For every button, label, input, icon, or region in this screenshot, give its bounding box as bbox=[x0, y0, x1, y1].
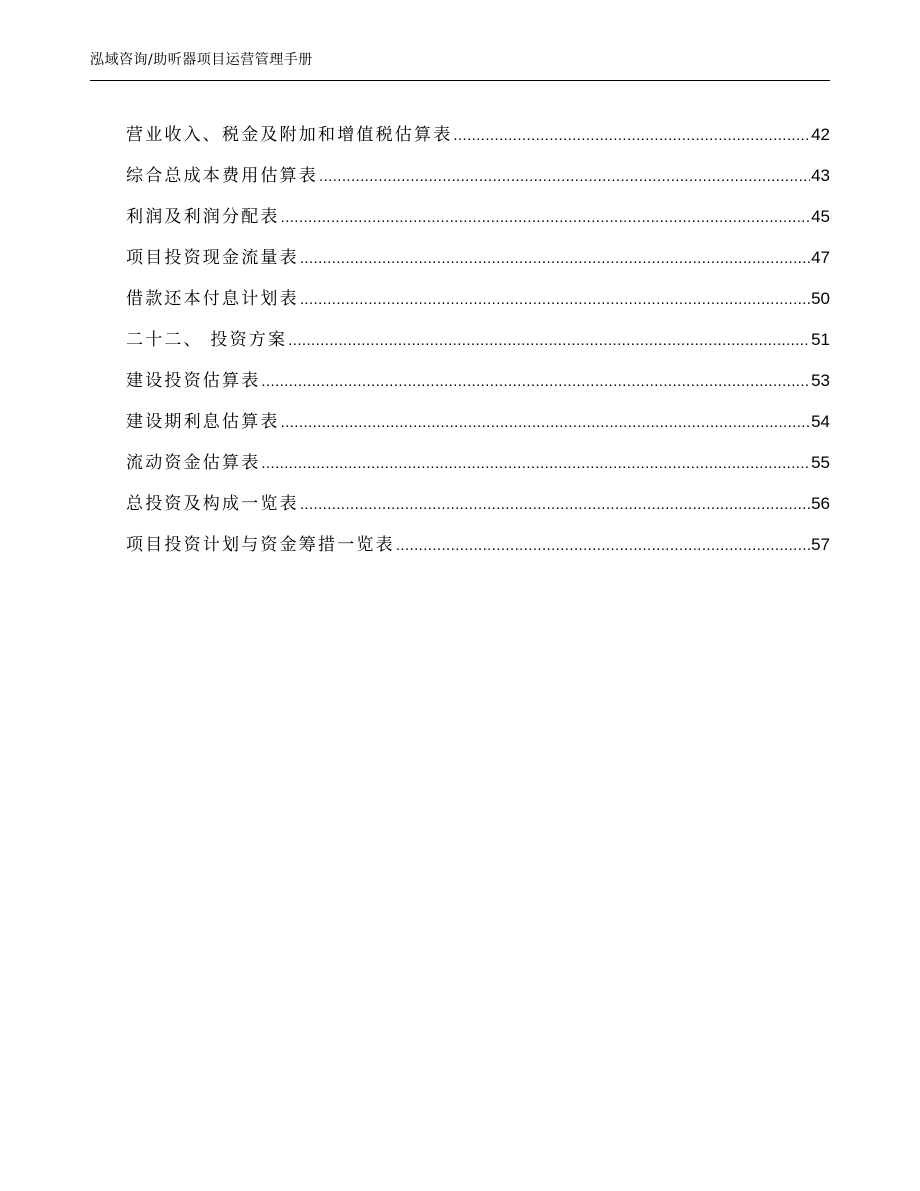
toc-page-number: 47 bbox=[811, 248, 830, 267]
toc-entry[interactable] bbox=[126, 450, 830, 491]
toc-dot-leader bbox=[300, 492, 810, 518]
toc-dot-leader bbox=[300, 246, 810, 272]
toc-entry-title: 借款还本付息计划表 bbox=[126, 289, 299, 309]
toc-entry[interactable] bbox=[126, 409, 830, 450]
toc-entry-title: 建设投资估算表 bbox=[126, 371, 261, 391]
toc-entry[interactable] bbox=[126, 368, 830, 409]
toc-entry-title: 建设期利息估算表 bbox=[126, 412, 280, 432]
table-of-contents bbox=[126, 122, 830, 573]
header-divider bbox=[90, 80, 830, 81]
toc-entry-title: 项目投资计划与资金筹措一览表 bbox=[126, 535, 395, 555]
toc-dot-leader bbox=[261, 369, 810, 395]
toc-dot-leader bbox=[288, 328, 810, 354]
toc-entry-title: 综合总成本费用估算表 bbox=[126, 166, 318, 186]
toc-entry[interactable] bbox=[126, 163, 830, 204]
toc-page-number: 45 bbox=[811, 207, 830, 226]
toc-entry-title: 总投资及构成一览表 bbox=[126, 494, 299, 514]
toc-entry[interactable] bbox=[126, 245, 830, 286]
toc-entry-title: 项目投资现金流量表 bbox=[126, 248, 299, 268]
toc-dot-leader bbox=[281, 410, 810, 436]
toc-dot-leader bbox=[396, 533, 810, 559]
toc-dot-leader bbox=[261, 451, 810, 477]
toc-dot-leader bbox=[319, 164, 810, 190]
toc-entry[interactable] bbox=[126, 327, 830, 368]
page-header bbox=[90, 50, 830, 70]
toc-dot-leader bbox=[300, 287, 810, 313]
toc-entry-title: 营业收入、税金及附加和增值税估算表 bbox=[126, 125, 453, 145]
toc-entry-title: 二十二、 投资方案 bbox=[126, 330, 288, 350]
toc-entry[interactable] bbox=[126, 286, 830, 327]
toc-page-number: 56 bbox=[811, 494, 830, 513]
toc-page-number: 43 bbox=[811, 166, 830, 185]
toc-entry[interactable] bbox=[126, 532, 830, 573]
toc-page-number: 57 bbox=[811, 535, 830, 554]
toc-entry[interactable] bbox=[126, 122, 830, 163]
toc-page-number: 51 bbox=[811, 330, 830, 349]
toc-dot-leader bbox=[453, 123, 810, 149]
toc-dot-leader bbox=[281, 205, 810, 231]
toc-page-number: 53 bbox=[811, 371, 830, 390]
toc-page-number: 55 bbox=[811, 453, 830, 472]
toc-entry[interactable] bbox=[126, 491, 830, 532]
toc-entry-title: 流动资金估算表 bbox=[126, 453, 261, 473]
toc-page-number: 42 bbox=[811, 125, 830, 144]
toc-entry-title: 利润及利润分配表 bbox=[126, 207, 280, 227]
toc-page-number: 50 bbox=[811, 289, 830, 308]
toc-entry[interactable] bbox=[126, 204, 830, 245]
toc-page-number: 54 bbox=[811, 412, 830, 431]
header-title: 泓域咨询/助听器项目运营管理手册 bbox=[90, 52, 313, 68]
